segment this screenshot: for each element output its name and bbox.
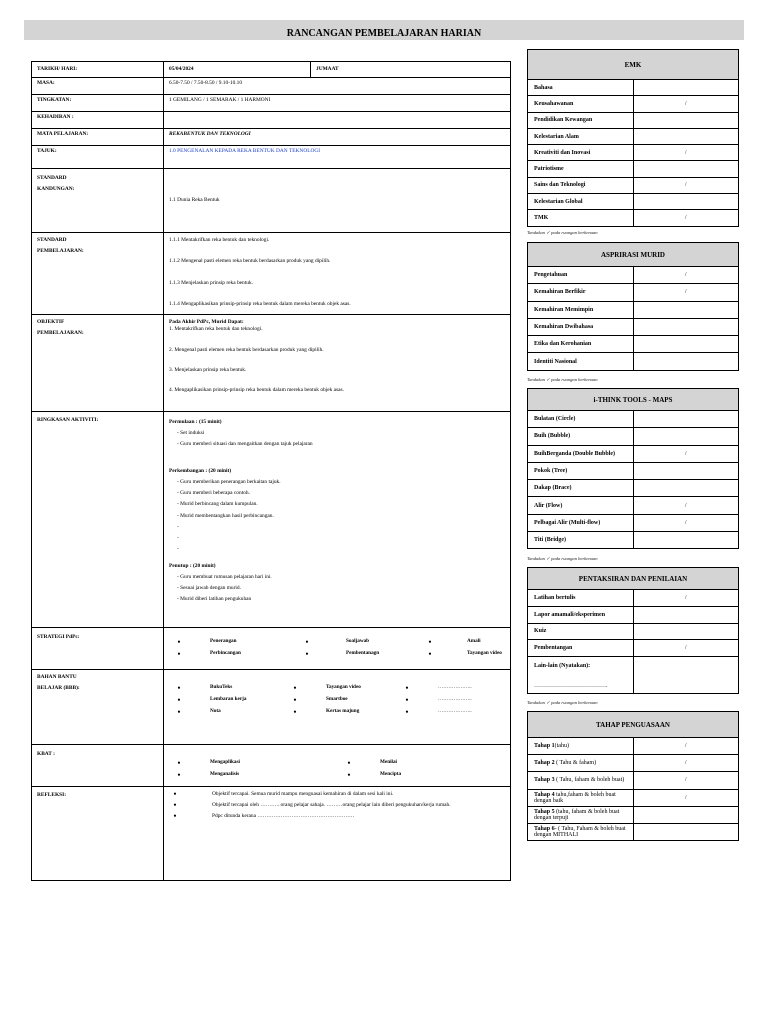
emk-row — [528, 145, 739, 161]
tahap-row — [528, 738, 739, 755]
tahap-item-label — [528, 823, 634, 840]
ithink-row — [528, 514, 739, 531]
tahap-row — [528, 789, 739, 806]
bullet-icon: • — [428, 648, 432, 659]
ringkasan-label: RINGKASAN AKTIVITI: — [32, 412, 164, 628]
emk-row — [528, 96, 739, 112]
kbat-item: Mengaplikasi — [210, 759, 240, 766]
tahap-check-cell[interactable] — [633, 806, 739, 823]
aspirasi-row — [528, 353, 739, 370]
pentaksiran-check-cell[interactable] — [633, 623, 739, 640]
bullet-icon: • — [405, 706, 409, 717]
mata-pelajaran-value: REKABENTUK DAN TEKNOLOGI — [164, 129, 511, 146]
emk-check-cell[interactable] — [633, 128, 739, 144]
perkembangan-item: - Guru memberikan penerangan berkaitan tajuk. — [177, 479, 281, 486]
bahan-item: ……………….. — [438, 708, 472, 715]
bullet-icon: • — [405, 694, 409, 705]
emk-item-label: Kelestarian Global — [528, 194, 634, 210]
ithink-check-cell[interactable] — [633, 532, 739, 549]
perkembangan-item: - — [177, 534, 179, 541]
tahap-item-label — [528, 772, 634, 789]
sp-item: 1.1.1 Mentakrifkan reka bentuk dan teknologi. — [169, 237, 270, 243]
strategi-item: Penerangan — [210, 638, 237, 645]
bahan-label: BAHAN BANTU — [37, 674, 77, 680]
bullet-icon: • — [347, 769, 351, 780]
bullet-icon: • — [347, 757, 351, 768]
ithink-item-label: Bulatan (Circle) — [528, 411, 634, 428]
permulaan-item: - Set induksi — [177, 430, 205, 437]
bahan-item: ……………….. — [438, 696, 472, 703]
bullet-icon: • — [177, 648, 181, 659]
ithink-item-label: Titi (Bridge) — [528, 532, 634, 549]
pentaksiran-row — [528, 606, 739, 623]
strategi-item: Pembentanagn — [346, 650, 380, 657]
ithink-header: i-THINK TOOLS - MAPS — [528, 389, 739, 411]
masa-label: MASA: — [32, 78, 164, 95]
tahap-check-cell[interactable]: / — [633, 772, 739, 789]
tahap-description: ( Tahu & faham) — [554, 760, 597, 767]
permulaan-item: - Guru memberi situasi dan mengaitkan dengan tajuk pelajaran — [177, 441, 313, 448]
aspirasi-check-cell[interactable]: / — [633, 267, 739, 284]
refleksi-label: REFLEKSI: — [32, 787, 164, 881]
emk-item-label: Kelestarian Alam — [528, 128, 634, 144]
aspirasi-check-cell[interactable]: / — [633, 284, 739, 301]
bahan-item: Smartboe — [326, 696, 348, 703]
tahap-label: Tahap 6 — [534, 826, 555, 833]
kbat-label: KBAT : — [32, 745, 164, 787]
aspirasi-note: Tandakan ✓ pada ruangan berkenaan — [527, 377, 598, 382]
objektif-item: 2. Mengenal pasti elemen reka bentuk berdasarkan produk yang dipilih. — [169, 346, 324, 353]
tahap-item-label — [528, 806, 634, 823]
objektif-label: OBJEKTIF — [37, 319, 65, 325]
pentaksiran-check-cell[interactable]: / — [633, 640, 739, 657]
ithink-item-label: Pokok (Tree) — [528, 462, 634, 479]
ithink-item-label: BuihBerganda (Double Bubble) — [528, 445, 634, 462]
ithink-row — [528, 445, 739, 462]
aspirasi-header: ASPRIRASI MURID — [528, 243, 739, 267]
perkembangan-item: - — [177, 523, 179, 530]
bahan-item: BukuTeks — [210, 684, 233, 691]
penutup-item: - Guru membuat rumusan pelajaran hari ini. — [177, 573, 272, 580]
tahap-check-cell[interactable]: / — [633, 738, 739, 755]
aspirasi-row — [528, 318, 739, 335]
bullet-icon: • — [177, 636, 181, 647]
bahan-item: Tayangan video — [326, 684, 361, 691]
sp-item: 1.1.4 Mengaplikasikan prinsip-prinsip reka bentuk dalam mereka bentuk objek asas. — [169, 300, 351, 307]
emk-item-label: Kreativiti dan Inovasi — [528, 145, 634, 161]
bullet-icon: • — [177, 706, 181, 717]
perkembangan-item: - Murid berbincang dalam kumpulan. — [177, 501, 258, 508]
permulaan-heading: Permulaan : (15 minit) — [169, 419, 222, 425]
aspirasi-row — [528, 284, 739, 301]
lain-lain-check — [633, 657, 739, 694]
sp-item: 1.1.2 Mengenal pasti elemen reka bentuk berdasarkan produk yang dipilih. — [169, 258, 331, 265]
strategi-item: Perbincangan — [210, 650, 241, 657]
perkembangan-item: - Murid membentangkan hasil perbincangan. — [177, 512, 274, 519]
sp-label: STANDARD — [37, 237, 67, 243]
bullet-icon: • — [293, 694, 297, 705]
tahap-label: Tahap 3 — [534, 777, 555, 784]
emk-check-cell[interactable]: / — [633, 177, 739, 193]
tarikh-value: 05/04/2024 — [164, 62, 311, 78]
tingkatan-label: TINGKATAN: — [32, 95, 164, 112]
emk-item-label: Sains dan Teknologi — [528, 177, 634, 193]
aspirasi-check-cell[interactable] — [633, 301, 739, 318]
tahap-table — [527, 711, 739, 841]
aspirasi-item-label: Kemahiran Memimpin — [528, 301, 634, 318]
aspirasi-row — [528, 336, 739, 353]
perkembangan-item: - — [177, 545, 179, 552]
tahap-description: tahu,faham & boleh buat dengan baik — [534, 791, 616, 804]
ithink-check-cell[interactable]: / — [633, 514, 739, 531]
emk-item-label: TMK — [528, 210, 634, 226]
page-title: RANCANGAN PEMBELAJARAN HARIAN — [24, 20, 744, 40]
ithink-check-cell[interactable]: / — [633, 497, 739, 514]
ithink-row — [528, 497, 739, 514]
objektif-item: 4. Mengaplikasikan prinsip-prinsip reka bentuk dalam mereka bentuk objek asas. — [169, 387, 344, 394]
emk-item-label: Pendidikan Kewangan — [528, 112, 634, 128]
tahap-label: Tahap 4 — [534, 791, 555, 798]
aspirasi-item-label: Pengetahuan — [528, 267, 634, 284]
emk-check-cell[interactable] — [633, 112, 739, 128]
ithink-check-cell[interactable] — [633, 462, 739, 479]
kbat-item: Mencipta — [380, 771, 402, 778]
kehadiran-label: KEHADIRAN : — [32, 112, 164, 129]
ithink-check-cell[interactable] — [633, 428, 739, 445]
penutup-item: - Sesuai jawab dengan murid. — [177, 585, 241, 592]
bullet-icon: • — [177, 694, 181, 705]
kbat-item: Menilai — [380, 759, 398, 766]
bullet-icon: • — [177, 769, 181, 780]
tahap-item-label — [528, 738, 634, 755]
bahan-item: Kertas majung — [326, 708, 360, 715]
emk-check-cell[interactable]: / — [633, 210, 739, 226]
ithink-item-label: Dakap (Brace) — [528, 480, 634, 497]
ithink-check-cell[interactable]: / — [633, 445, 739, 462]
refleksi-item: Objektif tercapai oleh ……….. orang pelajar sahaja. ………orang pelajar lain diberi pengukuhan/kerja rumah. — [212, 801, 451, 808]
bullet-icon: • — [305, 636, 309, 647]
bullet-icon: • — [293, 682, 297, 693]
pentaksiran-table — [527, 567, 739, 694]
tahap-label: Tahap 1 — [534, 743, 555, 750]
bahan-item: ……………….. — [438, 684, 472, 691]
ithink-check-cell[interactable] — [633, 480, 739, 497]
lain-lain-dots: ………………………………. — [534, 683, 608, 690]
tahap-label: Tahap 5 — [534, 808, 555, 815]
sk-label: STANDARD — [37, 175, 67, 181]
aspirasi-row — [528, 301, 739, 318]
hari-value: JUMAAT — [311, 62, 511, 78]
pentaksiran-note: Tandakan ✓ pada ruangan berkenaan — [527, 700, 598, 705]
kehadiran-value — [164, 112, 511, 129]
bullet-icon: • — [405, 682, 409, 693]
pentaksiran-item-label: Lapor amamali/eksperimen — [528, 606, 634, 623]
ithink-row — [528, 411, 739, 428]
tahap-check-cell[interactable]: / — [633, 789, 739, 806]
ithink-row — [528, 532, 739, 549]
aspirasi-check-cell[interactable] — [633, 353, 739, 370]
lain-lain-label: Lain-lain (Nyatakan): — [534, 663, 591, 670]
tahap-description: (tahu, faham & boleh buat dengan terpuji — [534, 808, 620, 821]
emk-row — [528, 112, 739, 128]
aspirasi-check-cell[interactable] — [633, 336, 739, 353]
penutup-item: - Murid diberi latihan pengukuhan — [177, 596, 252, 603]
refleksi-item: Objektif tercapai. Semua murid mampu menguasai kemahiran di dalam sesi kali ini. — [212, 790, 394, 797]
perkembangan-heading: Perkembangan : (20 minit) — [169, 468, 232, 475]
bullet-icon: • — [305, 648, 309, 659]
objektif-item: 1. Mentakrifkan reka bentuk dan teknologi. — [169, 326, 263, 333]
emk-check-cell[interactable] — [633, 194, 739, 210]
sk-value: 1.1 Dunia Reka Bentuk — [164, 169, 511, 233]
emk-row — [528, 128, 739, 144]
ithink-row — [528, 428, 739, 445]
emk-item-label: Bahasa — [528, 80, 634, 96]
tingkatan-value: 1 GEMILANG / 1 SEMARAK / 1 HARMONI — [164, 95, 511, 112]
pentaksiran-row — [528, 640, 739, 657]
strategi-label: STRATEGI PdPc: — [32, 628, 164, 670]
strategi-item: Tayangan video — [467, 650, 502, 657]
tahap-header: TAHAP PENGUASAAN — [528, 712, 739, 738]
ithink-item-label: Pelbagai Alir (Multi-flow) — [528, 514, 634, 531]
ithink-note: Tandakan ✓ pada ruangan berkenaan — [527, 556, 598, 561]
masa-value: 6.50-7.50 / 7.50-8.50 / 9.10-10.10 — [164, 78, 511, 95]
emk-row — [528, 177, 739, 193]
emk-item-label: Keusahawanan — [528, 96, 634, 112]
aspirasi-item-label: Kemahiran Berfikir — [528, 284, 634, 301]
emk-row — [528, 80, 739, 96]
bahan-item: Lembaran kerja — [210, 696, 247, 703]
emk-check-cell[interactable]: / — [633, 145, 739, 161]
bullet-icon: • — [173, 789, 177, 800]
aspirasi-check-cell[interactable] — [633, 318, 739, 335]
tahap-item-label — [528, 789, 634, 806]
aspirasi-item-label: Identiti Nasional — [528, 353, 634, 370]
tajuk-label: TAJUK: — [32, 146, 164, 169]
kbat-item: Menganalisis — [210, 771, 240, 778]
ithink-table — [527, 388, 739, 549]
sk-label-2: KANDUNGAN: — [37, 186, 75, 193]
bullet-icon: • — [173, 800, 177, 811]
tahap-label: Tahap 2 — [534, 760, 555, 767]
bullet-icon: • — [177, 682, 181, 693]
bullet-icon: • — [293, 706, 297, 717]
ithink-row — [528, 480, 739, 497]
aspirasi-row — [528, 267, 739, 284]
emk-check-cell[interactable] — [633, 80, 739, 96]
objektif-label-2: PEMBELAJARAN: — [37, 330, 84, 337]
tahap-item-label — [528, 755, 634, 772]
strategi-item: Soaljawab — [346, 638, 370, 645]
strategi-item: Amali — [467, 638, 481, 645]
objektif-item: 3. Menjelaskan prinsip reka bentuk. — [169, 366, 247, 373]
tahap-description: ( Tahu, faham & boleh buat) — [554, 777, 625, 784]
bahan-label-2: BELAJAR (BBB): — [37, 685, 80, 692]
pentaksiran-check-cell[interactable]: / — [633, 590, 739, 607]
pentaksiran-item-label: Pembentangan — [528, 640, 634, 657]
tahap-row — [528, 772, 739, 789]
emk-row — [528, 210, 739, 226]
tahap-description: - ( Tahu, Faham & boleh buat dengan MITHALI — [534, 826, 626, 839]
tahap-check-cell[interactable] — [633, 823, 739, 840]
tahap-check-cell[interactable]: / — [633, 755, 739, 772]
emk-item-label: Patriotisme — [528, 161, 634, 177]
tahap-row — [528, 755, 739, 772]
emk-table — [527, 49, 739, 227]
tahap-row — [528, 806, 739, 823]
bullet-icon: • — [173, 811, 177, 822]
aspirasi-item-label: Etika dan Kerohanian — [528, 336, 634, 353]
emk-row — [528, 161, 739, 177]
emk-note: Tandakan ✓ pada ruangan berkenaan — [527, 230, 598, 235]
rph-main-table — [31, 61, 511, 881]
pentaksiran-item-label: Kuiz — [528, 623, 634, 640]
pentaksiran-row — [528, 590, 739, 607]
emk-row — [528, 194, 739, 210]
pentaksiran-header: PENTAKSIRAN DAN PENILAIAN — [528, 568, 739, 590]
mata-pelajaran-label: MATA PELAJARAN: — [32, 129, 164, 146]
tarikh-label: TARIKH/ HARI: — [32, 62, 164, 78]
sp-item: 1.1.3 Menjelaskan prinsip reka bentuk. — [169, 279, 253, 286]
bahan-item: Nota — [210, 708, 221, 715]
objektif-heading: Pada Akhir PdPc, Murid Dapat: — [169, 319, 244, 325]
tahap-row — [528, 823, 739, 840]
penutup-heading: Penutup : (20 minit) — [169, 562, 216, 569]
ithink-row — [528, 462, 739, 479]
refleksi-item: Pdpc ditunda kerana ……………………………………………… — [212, 812, 355, 819]
perkembangan-item: - Guru memberi beberapa contoh. — [177, 490, 250, 497]
ithink-check-cell[interactable] — [633, 411, 739, 428]
emk-check-cell[interactable]: / — [633, 96, 739, 112]
aspirasi-table — [527, 242, 739, 371]
emk-header: EMK — [528, 50, 739, 80]
pentaksiran-item-label: Latihan bertulis — [528, 590, 634, 607]
pentaksiran-check-cell[interactable] — [633, 606, 739, 623]
tajuk-value: 1.0 PENGENALAN KEPADA REKA BENTUK DAN TEKNOLOGI — [164, 146, 511, 169]
tahap-description: (tahu) — [554, 743, 569, 750]
sp-label-2: PEMBELAJARAN: — [37, 248, 84, 255]
emk-check-cell[interactable] — [633, 161, 739, 177]
pentaksiran-row — [528, 623, 739, 640]
aspirasi-item-label: Kemahiran Dwibahasa — [528, 318, 634, 335]
bullet-icon: • — [177, 757, 181, 768]
ithink-item-label: Buih (Bubble) — [528, 428, 634, 445]
bullet-icon: • — [428, 636, 432, 647]
ithink-item-label: Alir (Flow) — [528, 497, 634, 514]
